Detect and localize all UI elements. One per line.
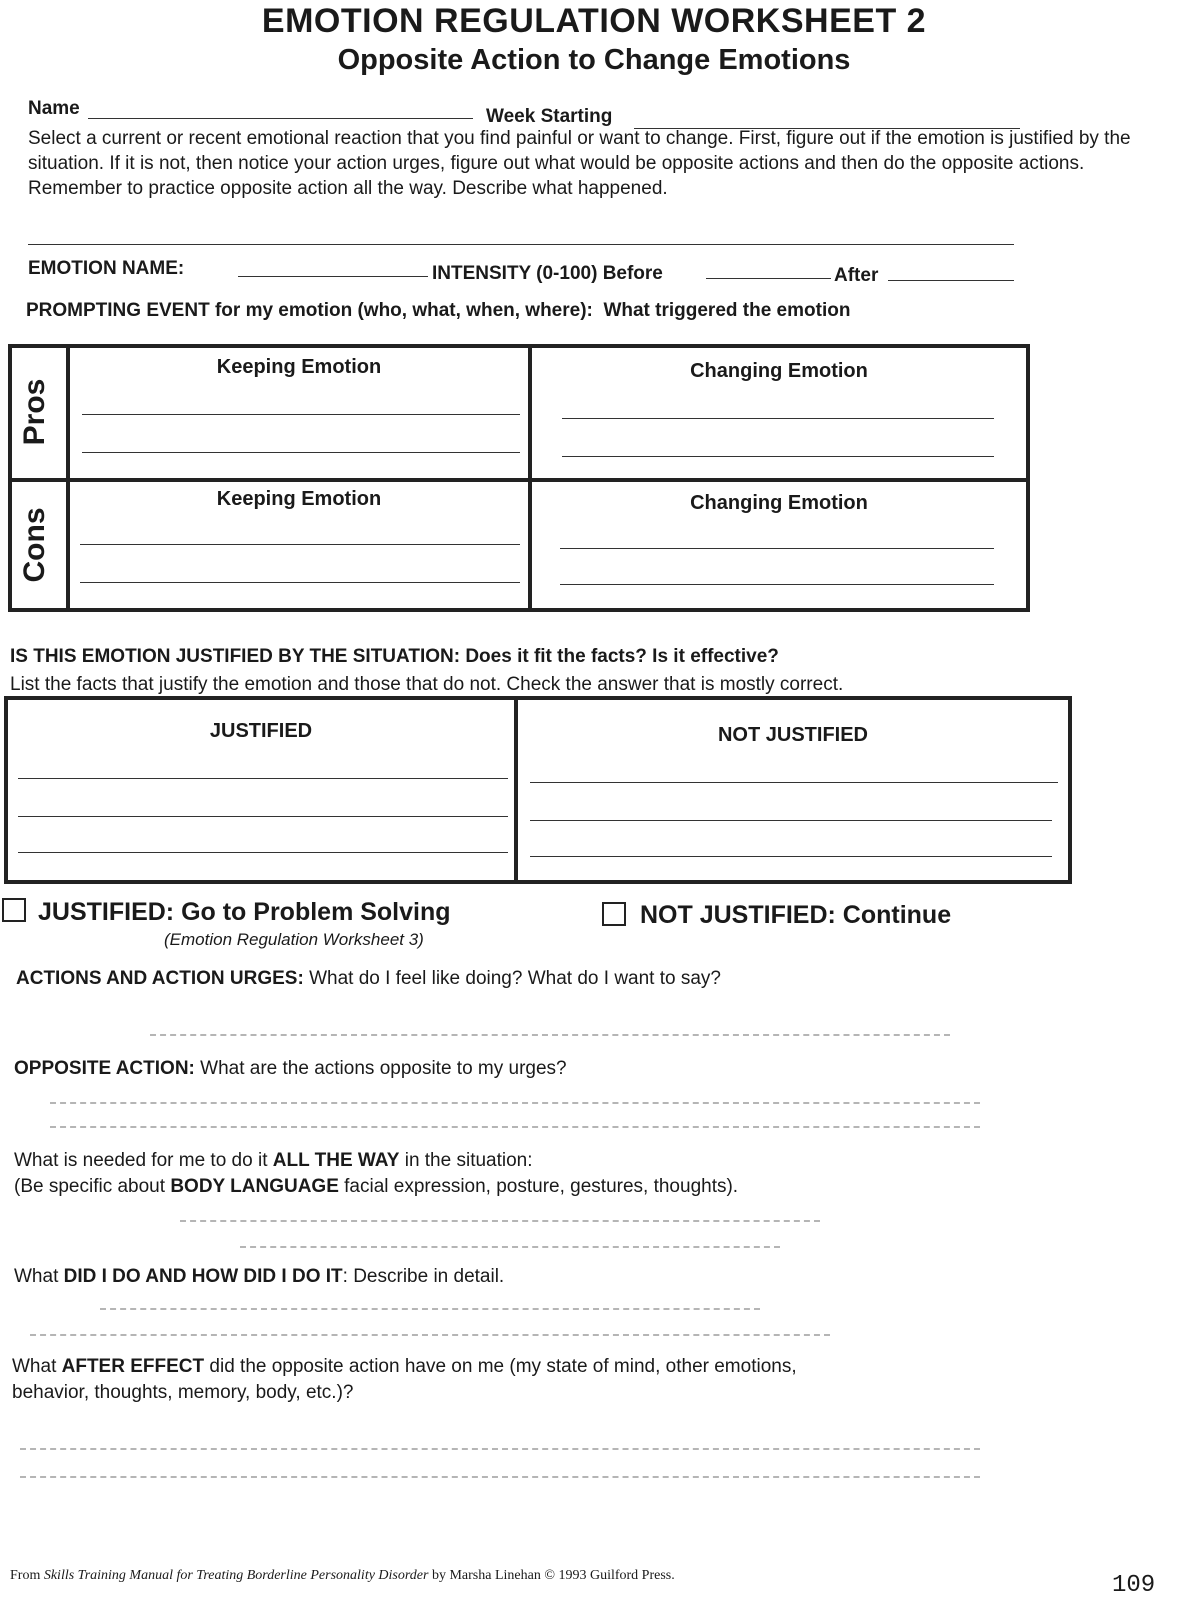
justified-column-header: JUSTIFIED [209,720,313,742]
opposite-action-field[interactable] [50,1102,980,1104]
not-justified-checkbox-label: NOT JUSTIFIED: Continue [640,901,952,929]
cons-keeping-header: Keeping Emotion [216,488,382,510]
justified-checkbox[interactable] [2,898,26,922]
pros-keeping-line[interactable] [82,452,520,453]
worksheet-subtitle: Opposite Action to Change Emotions [337,44,851,76]
what-did-i-do-field[interactable] [100,1308,760,1310]
opposite-action-question: OPPOSITE ACTION: What are the actions opposite to my urges? [14,1058,567,1079]
justified-fact-line[interactable] [18,852,508,853]
pros-changing-line[interactable] [562,418,994,419]
pros-keeping-header: Keeping Emotion [216,356,382,378]
week-starting-label: Week Starting [486,106,613,127]
page-number: 109 [1112,1572,1156,1599]
not-justified-fact-line[interactable] [530,856,1052,857]
opposite-action-field[interactable] [50,1126,980,1128]
after-effect-question: What AFTER EFFECT did the opposite action have on me (my state of mind, other emotions, [12,1356,797,1377]
intensity-after-field[interactable] [888,280,1014,281]
not-justified-checkbox[interactable] [602,902,626,926]
justified-question: IS THIS EMOTION JUSTIFIED BY THE SITUATION: Does it fit the facts? Is it effective? [10,646,779,667]
intensity-before-field[interactable] [706,278,831,279]
description-field[interactable] [28,244,1014,245]
body-language-question: (Be specific about BODY LANGUAGE facial expression, posture, gestures, thoughts). [14,1176,739,1197]
what-did-i-do-question: What DID I DO AND HOW DID I DO IT: Describe in detail. [14,1266,505,1287]
pros-changing-header: Changing Emotion [690,360,868,382]
not-justified-column-header: NOT JUSTIFIED [717,724,868,746]
cons-keeping-line[interactable] [80,544,520,545]
name-label: Name [28,98,80,119]
instructions-text: Select a current or recent emotional reaction that you find painful or want to change. First, figure out if the emotion is justified by the situation. If it is not, then notice your action urges, figure out what would be opposite actions and then do the opposite actions. Remember to practice opposite action all the way. Describe what happened. [28,128,1131,199]
emotion-name-label: EMOTION NAME: [28,258,185,279]
actions-urges-field[interactable] [150,1034,950,1036]
all-the-way-field[interactable] [240,1246,780,1248]
not-justified-fact-line[interactable] [530,820,1052,821]
intensity-after-label: After [834,265,879,286]
after-effect-field[interactable] [20,1476,980,1478]
pros-label: Pros [18,378,51,446]
after-effect-question-line2: behavior, thoughts, memory, body, etc.)? [12,1382,354,1403]
justified-fact-line[interactable] [18,816,508,817]
pros-keeping-line[interactable] [82,414,520,415]
not-justified-fact-line[interactable] [530,782,1058,783]
worksheet-title: EMOTION REGULATION WORKSHEET 2 [261,2,927,40]
pros-changing-line[interactable] [562,456,994,457]
after-effect-field[interactable] [20,1448,980,1450]
intensity-label: INTENSITY (0-100) Before [432,263,663,284]
cons-changing-header: Changing Emotion [690,492,868,514]
cons-keeping-line[interactable] [80,582,520,583]
source-citation: From Skills Training Manual for Treating Borderline Personality Disorder by Marsha Linehan © 1993 Guilford Press. [10,1568,675,1583]
justified-fact-line[interactable] [18,778,508,779]
prompting-event-label: PROMPTING EVENT for my emotion (who, what, when, where): What triggered the emotion [26,300,851,321]
cons-label: Cons [18,507,51,583]
justified-instruction: List the facts that justify the emotion and those that do not. Check the answer that is mostly correct. [10,674,844,695]
cons-changing-line[interactable] [560,584,994,585]
what-did-i-do-field[interactable] [30,1334,830,1336]
justified-checkbox-label: JUSTIFIED: Go to Problem Solving [38,898,451,926]
cons-changing-line[interactable] [560,548,994,549]
actions-urges-question: ACTIONS AND ACTION URGES: What do I feel like doing? What do I want to say? [16,968,721,989]
name-field[interactable] [88,118,473,119]
emotion-name-field[interactable] [238,276,428,277]
all-the-way-field[interactable] [180,1220,820,1222]
all-the-way-question: What is needed for me to do it ALL THE WAY in the situation: [14,1150,533,1171]
worksheet-3-reference: (Emotion Regulation Worksheet 3) [164,930,424,949]
